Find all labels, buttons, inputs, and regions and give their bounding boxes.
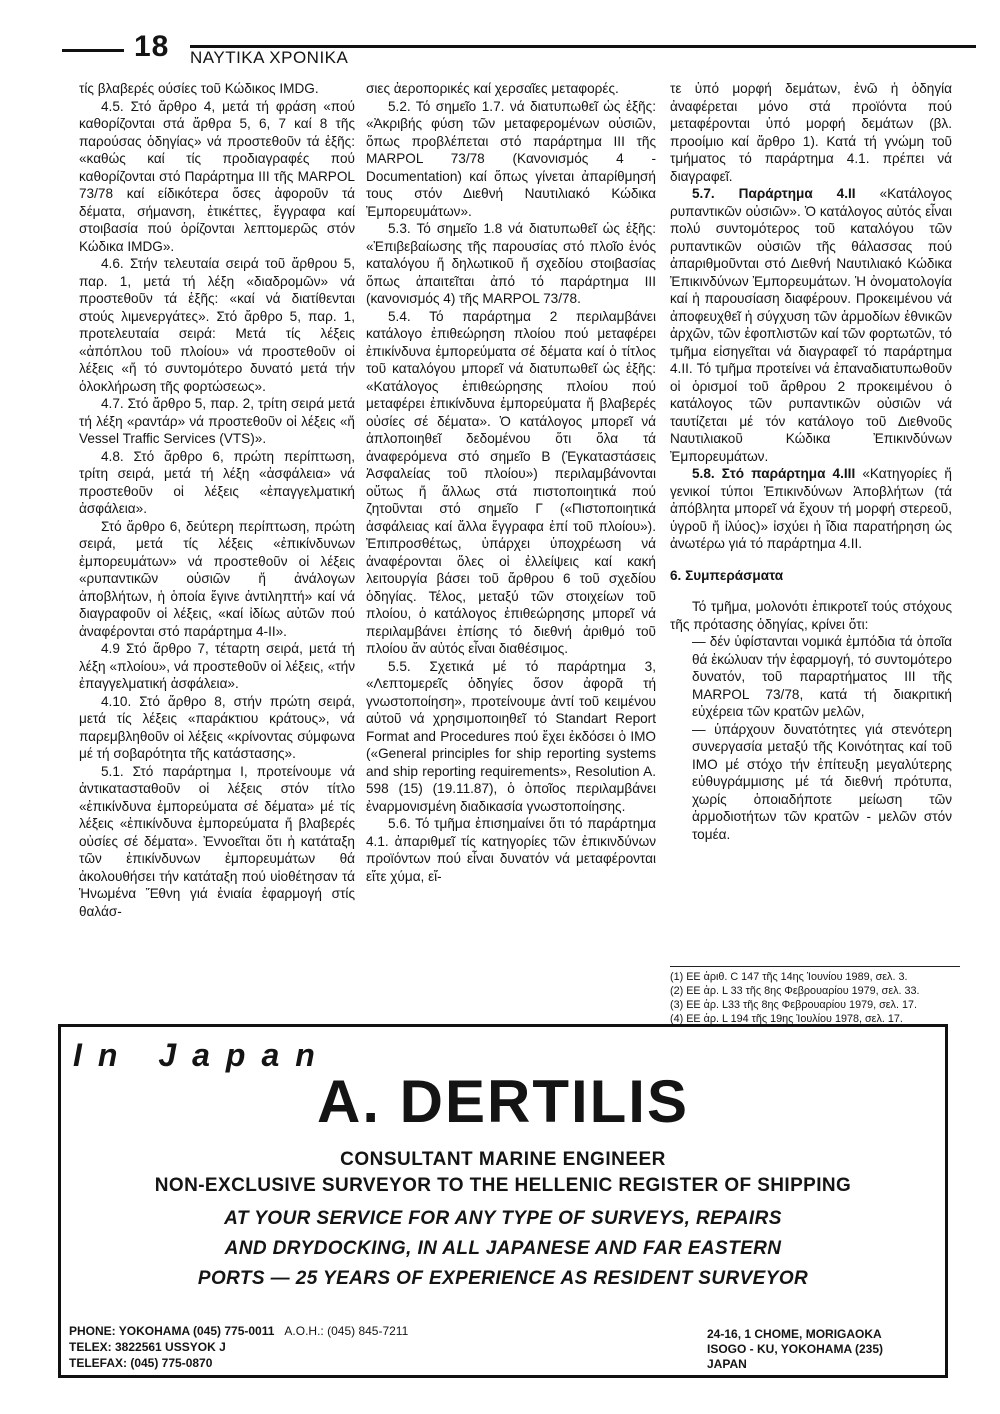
header-rule-left: [62, 49, 124, 52]
footnote: (1) ΕΕ ἀριθ. C 147 τῆς 14ης Ἰουνίου 1989, σελ. 3.: [670, 971, 908, 983]
ad-after-hours: A.O.H.: (045) 845-7211: [284, 1324, 409, 1338]
footnotes: [670, 966, 960, 1026]
paragraph-text: «Κατάλογος ρυπαντικῶν οὐσιῶν». Ὁ κατάλογος αὐτός εἶναι πολύ συντομότερος τοῦ καταλόγου τῶν ρυπαντικῶν οὐσιῶν τῆς θάλασσας πού ἀπαριθμοῦνται στό Διεθνή Ναυτιλιακό Κώδικα Ἐπικινδύνων Ἐμπορευμάτων. Ἡ ὀνοματολογία καί ἡ παρουσίαση διαφέρουν. Προκειμένου νά ἀποφευχθεῖ ἡ σύγχυση τῶν ἁρμοδίων ἐθνικῶν ἀρχῶν, τῶν ἐφοπλιστῶν καί τῶν φορτωτῶν, τό τμῆμα εἰσηγεῖται νά διαγραφεῖ τό παράρτημα 4.ΙΙ. Τό τμῆμα προτείνει νά ἐπαναδιατυπωθοῦν οἱ ὁρισμοί τοῦ ἄρθρου 2 προκειμένου ὁ κατάλογος τῶν ρυπαντικῶν οὐσιῶν νά ταυτίζεται μέ τόν κατάλογο τοῦ Διεθνοῦς Ναυτιλιακοῦ Κώδικα Ἐπικινδύνων Ἐμπορευμάτων.: [670, 186, 952, 464]
paragraph: τίς βλαβερές ούσίες τοῦ Κώδικος IMDG.: [79, 81, 319, 96]
paragraph-text: «Κατηγορίες ἤ γενικοί τύποι Ἐπικινδύνων Ἀποβλήτων (τά ἀπόβλητα μπορεῖ νά ἔχουν τή μορφή στερεοῦ, ὑγροῦ ἤ ἰλύος)» ἰσχύει ἡ ἴδια παρατήρηση ὡς ἀνωτέρω γιά τό παράρτημα 4.ΙΙ.: [670, 466, 952, 551]
ad-location-tagline: In Japan: [73, 1037, 331, 1073]
paragraph: 4.10. Στό ἄρθρο 8, στήν πρώτη σειρά, μετά τίς λέξεις «παράκτιου κράτους», νά παρεμβληθοῦν οἱ λέξεις «κρίνοντας σύμφωνα μέ τή σοβαρότητα τῆς κατάστασης».: [79, 693, 355, 761]
paragraph: Στό ἄρθρο 6, δεύτερη περίπτωση, πρώτη σειρά, μετά τίς λέξεις «ἐπικίνδυνων ἐμπορευμάτων» νά προστεθοῦν οἱ λέξεις «ρυπαντικῶν οὐσιῶν ἤ ἀνάλογων ἀποβλήτων, ἡ ὁποία ἔγινε ἀντιληπτή» καί νά διαγραφοῦν οἱ λέξεις, «καί ἰδίως αὐτῶν πού ἀναφέρονται στό παράρτημα 4-ΙΙ».: [79, 518, 355, 639]
ad-telefax: TELEFAX: (045) 775-0870: [69, 1356, 213, 1370]
conclusion-item: — ὑπάρχουν δυνατότητες γιά στενότερη συνεργασία μεταξύ τῆς Κοινότητας καί τοῦ ΙΜΟ μέ στόχο τήν ἐπίτευξη μεγαλύτερης εὐθυγράμμισης μέ τά διεθνή πρότυπα, χωρίς ὁποιαδήποτε μείωση τῶν ἁρμοδιοτήτων τῶν κρατῶν - μελῶν στόν τομέα.: [692, 721, 952, 842]
ad-slogan-line: AND DRYDOCKING, IN ALL JAPANESE AND FAR EASTERN: [224, 1238, 782, 1259]
magazine-title: ΝΑΥΤΙΚΑ ΧΡΟΝΙΚΑ: [190, 48, 349, 67]
footnote: (4) ΕΕ ἀρ. L 194 τῆς 19ης Ἰουλίου 1978, σελ. 17.: [670, 1013, 903, 1025]
ad-title: CONSULTANT MARINE ENGINEER: [340, 1149, 666, 1170]
ad-contact-details: [69, 1323, 408, 1371]
article-column-2: [366, 80, 656, 885]
paragraph: Τό τμῆμα, μολονότι ἐπικροτεῖ τούς στόχους τῆς πρότασης ὁδηγίας, κρίνει ὅτι:: [670, 599, 952, 632]
ad-slogan-line: PORTS — 25 YEARS OF EXPERIENCE AS RESIDENT SURVEYOR: [197, 1268, 809, 1289]
paragraph: 5.3. Τό σημεῖο 1.8 νά διατυπωθεῖ ὡς ἑξῆς: «Ἐπιβεβαίωσης τῆς παρουσίας στό πλοῖο ἑνός καταλόγου ἤ δηλωτικοῦ ἤ σχεδίου στοιβασίας ὅπως ἀπαιτεῖται ἀπό τό παράρτημα ΙΙΙ (κανονισμός 4) τῆς MARPOL 73/78.: [366, 221, 656, 306]
annex-heading: 5.8. Στό παράρτημα 4.ΙΙΙ: [692, 466, 856, 481]
ad-phone: PHONE: YOKOHAMA (045) 775-0011: [69, 1324, 275, 1338]
paragraph: σιες ἀεροπορικές καί χερσαῖες μεταφορές.: [366, 81, 619, 96]
article-column-3: [670, 80, 952, 843]
ad-address: [707, 1327, 883, 1372]
paragraph: 4.9 Στό ἄρθρο 7, τέταρτη σειρά, μετά τή λέξη «πλοίου», νά προστεθοῦν οἱ λέξεις, «τήν ἐπαγγελματική ἀσφάλεια».: [79, 641, 355, 691]
section-title: 6. Συμπεράσματα: [670, 567, 784, 583]
paragraph: 4.5. Στό ἄρθρο 4, μετά τή φράση «πού καθορίζονται στά ἄρθρα 5, 6, 7 καί 8 τῆς παρούσας ὁδηγίας» νά προστεθοῦν τά ἑξῆς: «καθώς καί τίς προδιαγραφές πού καθορίζονται στό Παράρτημα ΙΙΙ τῆς MARPOL 73/78 καί είδικότερα ὅσες ἀφοροῦν τά δέματα, σήμανση, ἐτικέττες, ἔγγραφα καί στοιβασία πού ὁρίζονται λεπτομερῶς στόν Κώδικα IMDG».: [79, 98, 355, 254]
advertisement-box: [58, 1024, 948, 1378]
page-header: [62, 30, 962, 76]
paragraph: τε ὑπό μορφή δεμάτων, ἐνῶ ἡ ὁδηγία ἀναφέρεται μόνο στά προϊόντα πού μεταφέρονται ὑπό μορφή δεμάτων (βλ. προοίμιο καί ἄρθρο 1). Κατά τή γνώμη τοῦ τμήματος τό παράρτημα 4.1. πρέπει νά διαγραφεῖ.: [670, 81, 952, 184]
ad-company-name: A. DERTILIS: [316, 1068, 689, 1135]
paragraph: 4.6. Στήν τελευταία σειρά τοῦ ἄρθρου 5, παρ. 1, μετά τή λέξη «διαδρομῶν» νά προστεθοῦν τά ἑξῆς: «καί νά διατίθενται στούς λιμενεργάτες». Στό ἄρθρο 5, παρ. 1, προτελευταία σειρά: Μετά τίς λέξεις «ἀπόπλου τοῦ πλοίου» νά προστεθοῦν οἱ λέξεις «ἤ τό συντομότερο δυνατό μετά τήν ὁλοκλήρωση τῆς φορτώσεως».: [79, 256, 355, 394]
ad-address-line: 24-16, 1 CHOME, MORIGAOKA: [707, 1327, 882, 1341]
paragraph-annex-4-iii: [670, 465, 952, 553]
paragraph: 5.5. Σχετικά μέ τό παράρτημα 3, «Λεπτομερεῖς ὁδηγίες ὅσον ἀφορᾶ τή γνωστοποίηση», προτείνουμε ἀντί τοῦ κειμένου αὐτοῦ νά χρησιμοποιηθεῖ τό Standart Report Format and Procedures πού ἔχει ἐκδόσει ὁ ΙΜΟ («General principles for ship reporting systems and ship reporting requirements», Resolution A. 598 (15) (19.11.87), ὁ ὁποῖος περιλαμβάνει ἐναρμονισμένη διαδικασία γνωστοποίησης.: [366, 658, 656, 814]
ad-slogan-line: AT YOUR SERVICE FOR ANY TYPE OF SURVEYS, REPAIRS: [224, 1208, 782, 1229]
paragraph: 4.7. Στό ἄρθρο 5, παρ. 2, τρίτη σειρά μετά τή λέξη «ραντάρ» νά προστεθοῦν οἱ λέξεις «ἤ Vessel Traffic Services (VTS)».: [79, 396, 355, 446]
footnote: (3) ΕΕ ἀρ. L33 τῆς 8ης Φεβρουαρίου 1979, σελ. 17.: [670, 999, 917, 1011]
conclusion-item: — δέν ὑφίστανται νομικά ἐμπόδια τά ὁποῖα θά ἐκώλυαν τήν ἐφαρμογή, τό συντομότερο δυνατόν, τοῦ παραρτήματος ΙΙΙ τῆς MARPOL 73/78, κατά τή διακριτική εὐχέρεια τῶν κρατῶν μελῶν,: [692, 634, 952, 719]
ad-subtitle: NON-EXCLUSIVE SURVEYOR TO THE HELLENIC REGISTER OF SHIPPING: [154, 1175, 852, 1196]
article-column-1: [63, 80, 355, 920]
paragraph-annex-4-ii: [670, 185, 952, 465]
paragraph: 4.8. Στό ἄρθρο 6, πρώτη περίπτωση, τρίτη σειρά, μετά τή λέξη «ἀσφάλεια» νά προστεθοῦν οἱ λέξεις «ἐπαγγελματική ἀσφάλεια».: [79, 448, 355, 516]
annex-heading: 5.7. Παράρτημα 4.ΙΙ: [692, 186, 856, 201]
paragraph: 5.6. Τό τμῆμα ἐπισημαίνει ὅτι τό παράρτημα 4.1. ἀπαριθμεῖ τίς κατηγορίες τῶν ἐπικινδύνων προϊόντων πού εἶναι δυνατόν νά μεταφέρονται εἴτε χύμα, εἴ-: [366, 816, 656, 884]
ad-address-line: ISOGO - KU, YOKOHAMA (235): [707, 1342, 884, 1356]
paragraph: 5.1. Στό παράρτημα Ι, προτείνουμε νά ἀντικατασταθοῦν οἱ λέξεις στόν τίτλο «ἐπικίνδυνα ἐμπορεύματα σέ δέματα» μέ τίς λέξεις «ἐπικίνδυνα ἐμπορεύματα ἤ βλαβερές οὐσίες σέ δέματα». Ἐννοεῖται ὅτι ἡ κατάταξη τῶν ἐπικίνδυνων ἐμπορευμάτων θά ἀκολουθήσει τήν κατάταξη πού υἱοθέτησαν τά Ἡνωμένα Ἔθνη γιά ἑνιαία ἐφαρμογή στίς θαλάσ-: [79, 763, 355, 919]
ad-phone-row: [69, 1323, 408, 1339]
ad-address-line: JAPAN: [707, 1357, 747, 1371]
paragraph: 5.2. Τό σημεῖο 1.7. νά διατυπωθεῖ ὡς ἑξῆς: «Ἀκριβής φύση τῶν μεταφερομένων οὐσιῶν, ὅπως προβλέπεται στό παράρτημα ΙΙΙ τῆς MARPOL 73/78 (Κανονισμός 4 - Documentation) καί ὅπως γίνεται ἀπαρίθμησή τους στόν Διεθνή Ναυτιλιακό Κώδικα Ἐμπορευμάτων».: [366, 98, 656, 219]
footnote: (2) ΕΕ ἀρ. L 33 τῆς 8ης Φεβρουαρίου 1979, σελ. 33.: [670, 985, 920, 997]
ad-telex: TELEX: 3822561 USSYOK J: [69, 1340, 226, 1354]
paragraph: 5.4. Τό παράρτημα 2 περιλαμβάνει κατάλογο ἐπιθεώρηση πλοίου πού μεταφέρει ἐπικίνδυνα ἐμπορεύματα σέ δέματα καί ὁ τίτλος τοῦ καταλόγου μπορεῖ νά διατυπωθεῖ ὡς ἑξῆς: «Κατάλογος ἐπιθεώρησης πλοίου πού μεταφέρει ἐπικίνδυνα ἐμπορεύματα ἤ βλαβερές οὐσίες σέ δέματα». Ὁ κατάλογος μπορεῖ νά ἀπλοποιηθεῖ δεδομένου ὅτι ὅλα τά ἀναφερόμενα στό σημεῖο Β (Ἐγκαταστάσεις Ἀσφαλείας τοῦ πλοίου») περιλαμβάνονται οὕτως ἤ ἄλλως στά πιστοποιητικά πού ζητοῦνται στό σημεῖο Γ («Πιστοποιητικά ἀσφάλειας καί ἄλλα ἔγγραφα ἐπί τοῦ πλοίου»). Ἐπιπροσθέτως, ὑπάρχει ὑποχρέωση νά ἀναφέρονται ὅλες οἱ ἐλλείψεις καί κακή λειτουργία βάσει τοῦ ἄρθρου 6 τοῦ σχεδίου ὁδηγίας. Τέλος, μεταξύ τῶν στοιχείων τοῦ πλοίου, ὁ κατάλογος ἐπιθεώρησης μπορεῖ νά περιλαμβάνει ἐπίσης τό διεθνή ἀριθμό τοῦ πλοίου ἄν αὐτός εἶναι διαθέσιμος.: [366, 308, 656, 656]
page-number: 18: [134, 30, 170, 63]
